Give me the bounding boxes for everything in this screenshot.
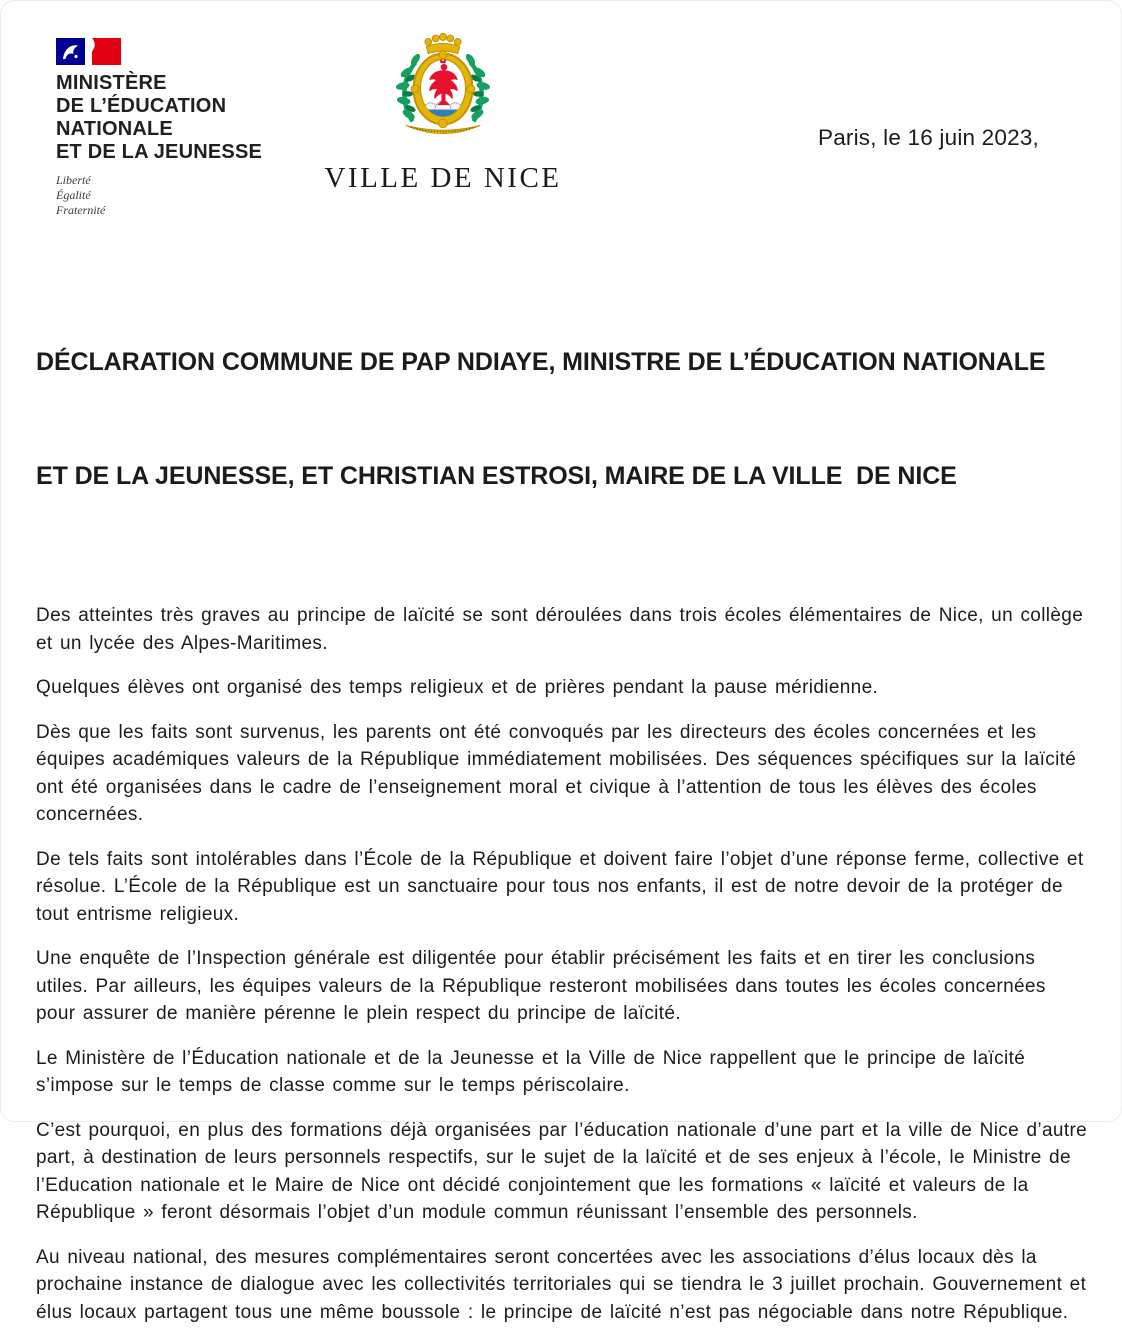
paragraph: Le Ministère de l’Éducation nationale et de la Jeunesse et la Ville de Nice rappellent que le principe de laïcité s’impose sur le temps de classe comme sur le temps périscolaire. [36, 1047, 1026, 1096]
paragraph: Au niveau national, des mesures complémentaires seront concertées avec les associations d’élus locaux dès la prochaine instance de dialogue avec les collectivités territoriales qui se tiendra le 3 juillet prochain. Gouvernement et élus locaux partagent tous une même boussole : le principe de laïcité n’est pas négociable dans notre République. [36, 1246, 1087, 1323]
ville-de-nice-block [323, 27, 563, 195]
nice-coat-of-arms-icon [389, 27, 497, 147]
motto-line: Fraternité [56, 203, 106, 217]
ministry-name-line: ET DE LA JEUNESSE [56, 141, 263, 163]
document-title-line2: ET DE LA JEUNESSE, ET CHRISTIAN ESTROSI, MAIRE DE LA VILLE DE NICE [36, 462, 957, 490]
paragraph: Dès que les faits sont survenus, les parents ont été convoqués par les directeurs des écoles concernées et les équipes académiques valeurs de la République immédiatement mobilisées. Des séquences spécifiques sur la laïcité ont été organisées dans le cadre de l’enseignement moral et civique à l’attention de tous les élèves des écoles concernées. [36, 721, 1077, 825]
paragraph: De tels faits sont intolérables dans l’École de la République et doivent faire l’objet d’une réponse ferme, collective et résolue. L’École de la République est un sanctuaire pour tous nos enfants, il est de notre devoir de la protéger de tout entrisme religieux. [36, 848, 1084, 925]
motto-line: Égalité [56, 188, 91, 202]
motto-line: Liberté [56, 173, 91, 187]
document-content [36, 267, 1090, 1343]
document-body [36, 602, 1090, 1326]
ministry-name [56, 72, 296, 164]
dateline: Paris, le 16 juin 2023, [818, 125, 1039, 150]
republic-motto [56, 173, 296, 218]
paragraph: Des atteintes très graves au principe de laïcité se sont déroulées dans trois écoles élémentaires de Nice, un collège et un lycée des Alpes-Maritimes. [36, 605, 1084, 654]
document-title-line1: DÉCLARATION COMMUNE DE PAP NDIAYE, MINISTRE DE L’ÉDUCATION NATIONALE [36, 348, 1046, 376]
ministry-name-line: MINISTÈRE [56, 72, 167, 94]
ville-de-nice-label: VILLE DE NICE [324, 162, 562, 194]
ministry-name-line: NATIONALE [56, 118, 173, 140]
ministry-logo-block [56, 38, 296, 218]
ministry-name-line: DE L’ÉDUCATION [56, 95, 227, 117]
french-flag-marianne-icon [56, 38, 122, 67]
paragraph: Une enquête de l’Inspection générale est diligentée pour établir précisément les faits et en tirer les conclusions utiles. Par ailleurs, les équipes valeurs de la République resteront mobilisées dans toutes les écoles concernées pour assurer de manière pérenne le plein respect du principe de laïcité. [36, 948, 1046, 1024]
document-title [36, 267, 1090, 571]
paragraph: Quelques élèves ont organisé des temps religieux et de prières pendant la pause méridienne. [36, 677, 879, 698]
paragraph: C’est pourquoi, en plus des formations déjà organisées par l’éducation nationale d’une part et la ville de Nice d’autre part, à destination de leurs personnels respectifs, sur le sujet de la laïcité et de ses enjeux à l’école, le Ministre de l’Education nationale et le Maire de Nice ont décidé conjointement que les formations « laïcité et valeurs de la République » feront désormais l’objet d’un module commun réunissant l’ensemble des personnels. [36, 1119, 1088, 1223]
